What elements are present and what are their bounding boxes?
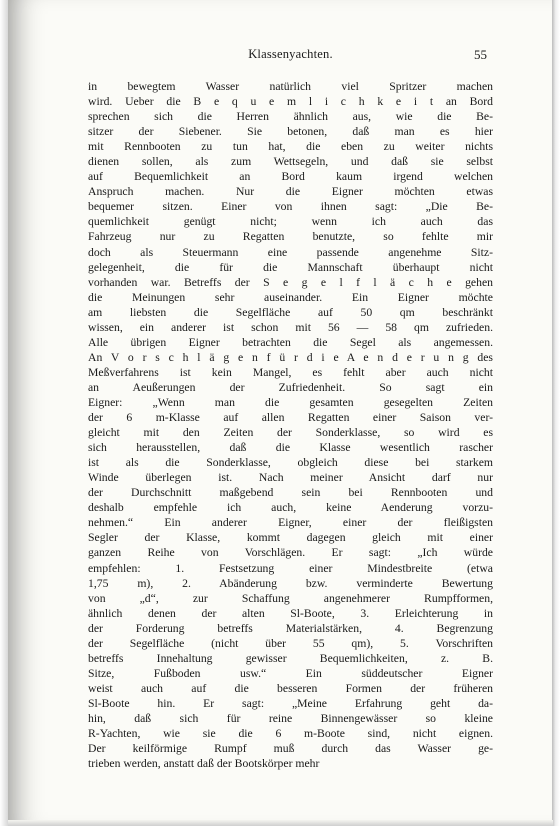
book-page (8, 0, 553, 826)
text-line: auf Bequemlichkeit an Bord kaum irgend welchen (88, 170, 493, 184)
page-number: 55 (474, 47, 487, 62)
text-line: der Forderung betreffs Materialstärken, 4. Begrenzung (88, 621, 493, 635)
text-line: Winde überlegen ist. Nach meiner Ansicht darf nur (88, 471, 493, 485)
left-edge (0, 0, 8, 826)
text-line: gelegenheit, die für die Mannschaft überhaupt nicht (88, 260, 493, 274)
text-line: ganzen Reihe von Vorschlägen. Er sagt: „Ich würde (88, 546, 493, 560)
text-line: Fahrzeug nur zu Regatten benutzte, so fehlte mir (88, 230, 493, 244)
text-line: deshalb empfehle ich auch, keine Aenderung vorzu- (88, 501, 493, 515)
right-page-edge (552, 0, 560, 826)
text-line: sich herausstellen, daß die Klasse wesentlich rascher (88, 441, 493, 455)
text-line: wird. Ueber die B e q u e m l i c h k e i t an Bord (88, 95, 493, 109)
text-line: Anspruch machen. Nur die Eigner möchten etwas (88, 185, 493, 199)
text-line: nehmen.“ Ein anderer Eigner, einer der fleißigsten (88, 516, 493, 530)
text-line: mit Rennbooten zu tun hat, die eben zu weiter nichts (88, 140, 493, 154)
text-line: R-Yachten, wie sie die 6 m-Boote sind, nicht eignen. (88, 727, 493, 741)
text-line: Alle übrigen Eigner betrachten die Segel als angemessen. (88, 335, 493, 349)
bottom-page-edge (8, 820, 553, 826)
body-text (88, 79, 493, 771)
text-line: weist auch auf die besseren Formen der früheren (88, 681, 493, 695)
text-line: die Meinungen sehr auseinander. Ein Eigner möchte (88, 290, 493, 304)
text-line: An V o r s c h l ä g e n f ü r d i e A e n d e r u n g des (88, 350, 493, 364)
text-line: gleicht mit den Zeiten der Sonderklasse, so wird es (88, 426, 493, 440)
text-line: empfehlen: 1. Festsetzung einer Mindestbreite (etwa (88, 561, 493, 575)
text-line: von „d“, zur Schaffung angenehmerer Rumpfformen, (88, 591, 493, 605)
page-header (88, 47, 493, 65)
text-line: sprechen sich die Herren ähnlich aus, wie die Be- (88, 110, 493, 124)
text-line: bequemer sitzen. Einer von ihnen sagt: „Die Be- (88, 200, 493, 214)
text-line: vorhanden war. Betreffs der S e g e l f l ä c h e gehen (88, 275, 493, 289)
text-line: Sl-Boote hin. Er sagt: „Meine Erfahrung geht da- (88, 696, 493, 710)
text-line: dienen sollen, als zum Wettsegeln, und daß sie selbst (88, 155, 493, 169)
text-line: ist als die Sonderklasse, obgleich diese bei starkem (88, 456, 493, 470)
text-line: quemlichkeit genügt nicht; wenn ich auch das (88, 215, 493, 229)
text-line: Segler der Klasse, kommt dagegen gleich mit einer (88, 531, 493, 545)
text-line: 1,75 m), 2. Abänderung bzw. verminderte Bewertung (88, 576, 493, 590)
text-line: der Segelfläche (nicht über 55 qm), 5. Vorschriften (88, 636, 493, 650)
text-line: Sitze, Fußboden usw.“ Ein süddeutscher Eigner (88, 666, 493, 680)
text-line: der Durchschnitt maßgebend sein bei Rennbooten und (88, 486, 493, 500)
text-line: wissen, ein anderer ist schon mit 56 — 58 qm zufrieden. (88, 320, 493, 334)
running-head: Klassenyachten. (248, 47, 333, 61)
text-line: Eigner: „Wenn man die gesamten gesegelten Zeiten (88, 395, 493, 409)
text-line: trieben werden, anstatt daß der Bootskörper mehr (88, 757, 320, 771)
text-line: am liebsten die Segelfläche auf 50 qm beschränkt (88, 305, 493, 319)
text-line: Der keilförmige Rumpf muß durch das Wasser ge- (88, 742, 493, 756)
text-line: sitzer der Siebener. Sie betonen, daß man es hier (88, 125, 493, 139)
text-line: der 6 m-Klasse auf allen Regatten einer Saison ver- (88, 411, 493, 425)
text-line: an Aeußerungen der Zufriedenheit. So sagt ein (88, 380, 493, 394)
text-line: betreffs Innehaltung gewisser Bequemlichkeiten, z. B. (88, 651, 493, 665)
text-line: Meßverfahrens ist kein Mangel, es fehlt aber auch nicht (88, 365, 493, 379)
text-line: doch als Steuermann eine passende angenehme Sitz- (88, 245, 493, 259)
text-line: ähnlich denen der alten Sl-Boote, 3. Erleichterung in (88, 606, 493, 620)
text-line: hin, daß sich für reine Binnengewässer so kleine (88, 711, 493, 725)
text-line: in bewegtem Wasser natürlich viel Spritzer machen (88, 80, 493, 93)
